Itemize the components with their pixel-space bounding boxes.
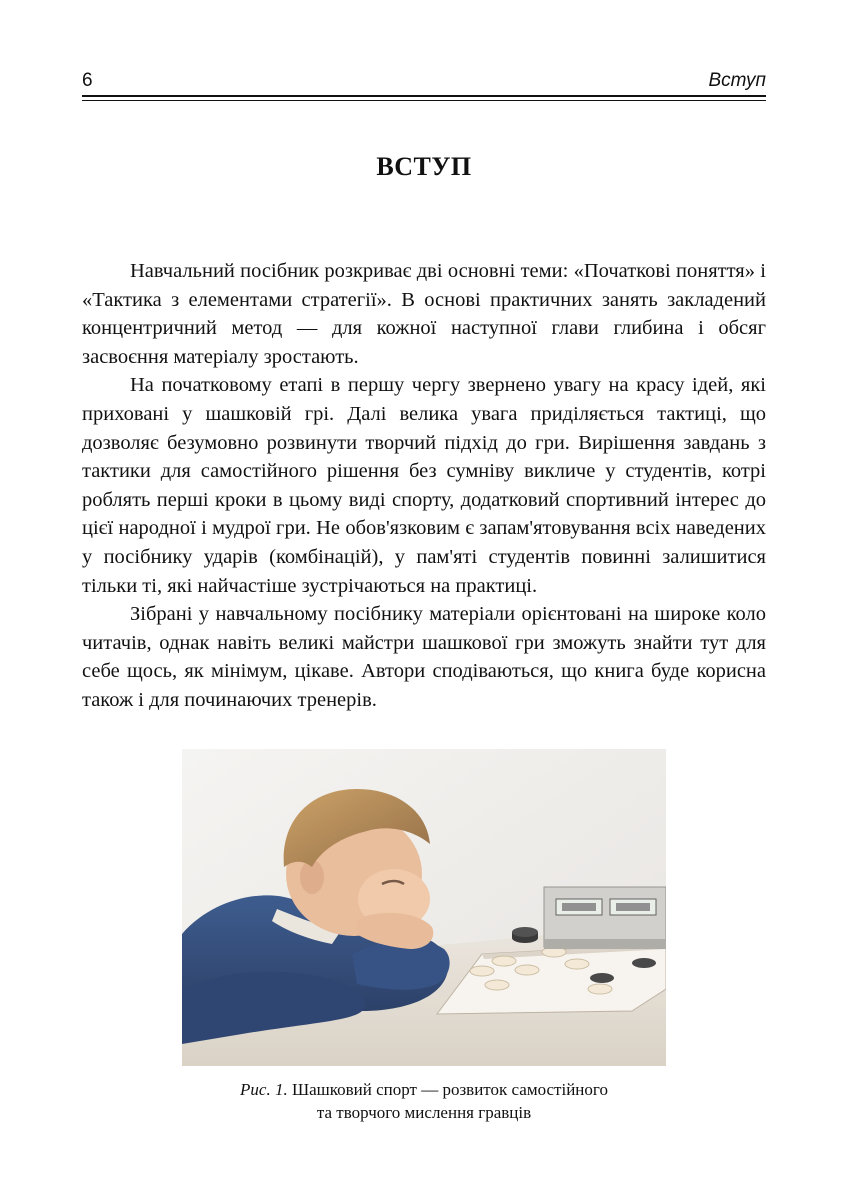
figure-caption [82, 1078, 766, 1124]
caption-text-1: Шашковий спорт — розвиток самостійного [291, 1080, 608, 1099]
figure-label: Рис. 1. [240, 1080, 288, 1099]
paragraph-1: Навчальний посібник розкриває дві основні теми: «Початкові поняття» і «Тактика з елементами стратегії». В основі практичних занять закладений концентричний метод — для кожної наступної глави глибина і обсяг засвоєння матеріалу зростають. [82, 260, 766, 368]
body-text [82, 257, 766, 715]
header-rule-thick [82, 95, 766, 97]
paragraph-3: Зібрані у навчальному посібнику матеріали орієнтовані на широке коло читачів, однак навіть великі майстри шашкової гри зможуть знайти тут для себе щось, як мінімум, цікаве. Автори сподіваються, що книга буде корисна також і для починаючих тренерів. [82, 603, 766, 711]
figure-photo-boy-playing-checkers [182, 749, 666, 1066]
photo-illustration [182, 749, 666, 1066]
caption-line-1 [82, 1078, 766, 1101]
header-rule-thin [82, 100, 766, 101]
caption-line-2: та творчого мислення гравців [316, 1103, 532, 1122]
running-header [82, 70, 766, 94]
page-number: 6 [82, 70, 93, 91]
chapter-title: ВСТУП [376, 152, 472, 181]
section-title: Вступ [708, 70, 766, 91]
paragraph-2: На початковому етапі в першу чергу звернено увагу на красу ідей, які приховані у шашковій грі. Далі велика увага приділяється тактиці, що дозволяє безумовно розвинути творчий підхід до гри. Вирішення завдань з тактики для самостійного рішення без сумніву викличе у студентів, котрі роблять перші кроки в цьому виді спорту, додатковий спортивний інтерес до цієї народної і мудрої гри. Не обов'язковим є запам'ятовування всіх наведених у посібнику ударів (комбінацій), у пам'яті студентів повинні залишитися тільки ті, які найчастіше зустрічаються на практиці. [82, 374, 766, 597]
